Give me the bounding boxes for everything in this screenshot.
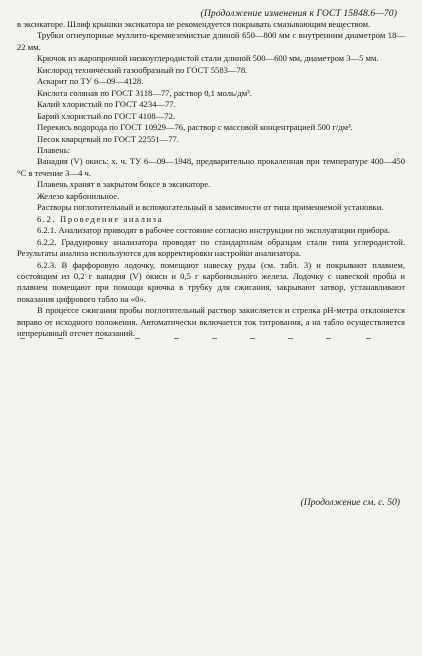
- paragraph: Растворы поглотительный и вспомогательный в зависимости от типа применяемой установки.: [37, 202, 384, 213]
- section-heading: 6.2. Проведение анализа: [37, 213, 164, 224]
- paragraph: Аскарит по ТУ 6—09—4128.: [37, 76, 144, 87]
- paragraph: Перекись водорода по ГОСТ 10929—76, раствор с массовой концентрацией 500 г/дм³.: [37, 122, 353, 133]
- paragraph: 6.2.1. Анализатор приводят в рабочее состояние согласно инструкции по эксплуатации прибора.: [37, 225, 390, 236]
- paragraph: Кислород технический газообразный по ГОСТ 5583—78.: [37, 64, 248, 75]
- paragraph: Плавень:: [37, 144, 71, 155]
- paragraph: В процессе сжигания пробы поглотительный раствор закисляется и стрелка рН-метра отклоняется вправо от исходного положения. Автоматически включается ток титрования, а на табло осуществляется непрерывный отсчет показаний.: [17, 305, 405, 339]
- paragraph: в эксикаторе. Шлиф крышки эксикатора не рекомендуется покрывать смазывающим веществом.: [17, 19, 371, 29]
- paragraph: Трубки огнеупорные муллито-кремнеземистые длиной 650—800 мм с внутренним диаметром 18—22 мм.: [17, 30, 405, 52]
- paragraph: Кислота соляная по ГОСТ 3118—77, раствор 0,1 моль/дм³.: [37, 87, 252, 98]
- header-continuation: (Продолжение изменения к ГОСТ 15848.6—70): [200, 8, 397, 19]
- scan-dash-artifacts: [20, 338, 400, 344]
- paragraph: Железо карбонильное.: [37, 190, 120, 201]
- paragraph: Барий хлористый по ГОСТ 4108—72.: [37, 110, 176, 121]
- paragraph: Калий хлористый по ГОСТ 4234—77.: [37, 99, 176, 110]
- body-text: [17, 19, 405, 340]
- paragraph: Ванадия (V) окись: х. ч. ТУ 6—09—1948, предварительно прокаленная при температуре 400—450 °С в течение 3—4 ч.: [17, 156, 405, 178]
- paragraph: Крючок из жаропрочной низкоуглеродистой стали длиной 500—600 мм, диаметром 3—5 мм.: [37, 53, 379, 64]
- paragraph: 6.2.2. Градуировку анализатора проводят по стандартным образцам стали типа углеродистой. Результаты анализа используются для корректировки настройки анализатора.: [17, 236, 405, 259]
- footer-continuation: (Продолжение см. с. 50): [300, 497, 400, 508]
- paragraph: Песок кварцевый по ГОСТ 22551—77.: [37, 133, 179, 144]
- paragraph: Плавень хранят в закрытом боксе в эксикаторе.: [37, 179, 211, 190]
- paragraph: 6.2.3. В фарфоровую лодочку, помещают навеску руды (см. табл. 3) и покрывают плавнем, состоящим из 0,2 г ванадия (V) окиси и 0,5 г карбонильного железа. Лодочку с навеской пробы и плавнем помещают при помощи крючка в трубку для сжигания, закрывают затвор, устанавливают показания цифрового табло на «0».: [17, 259, 405, 304]
